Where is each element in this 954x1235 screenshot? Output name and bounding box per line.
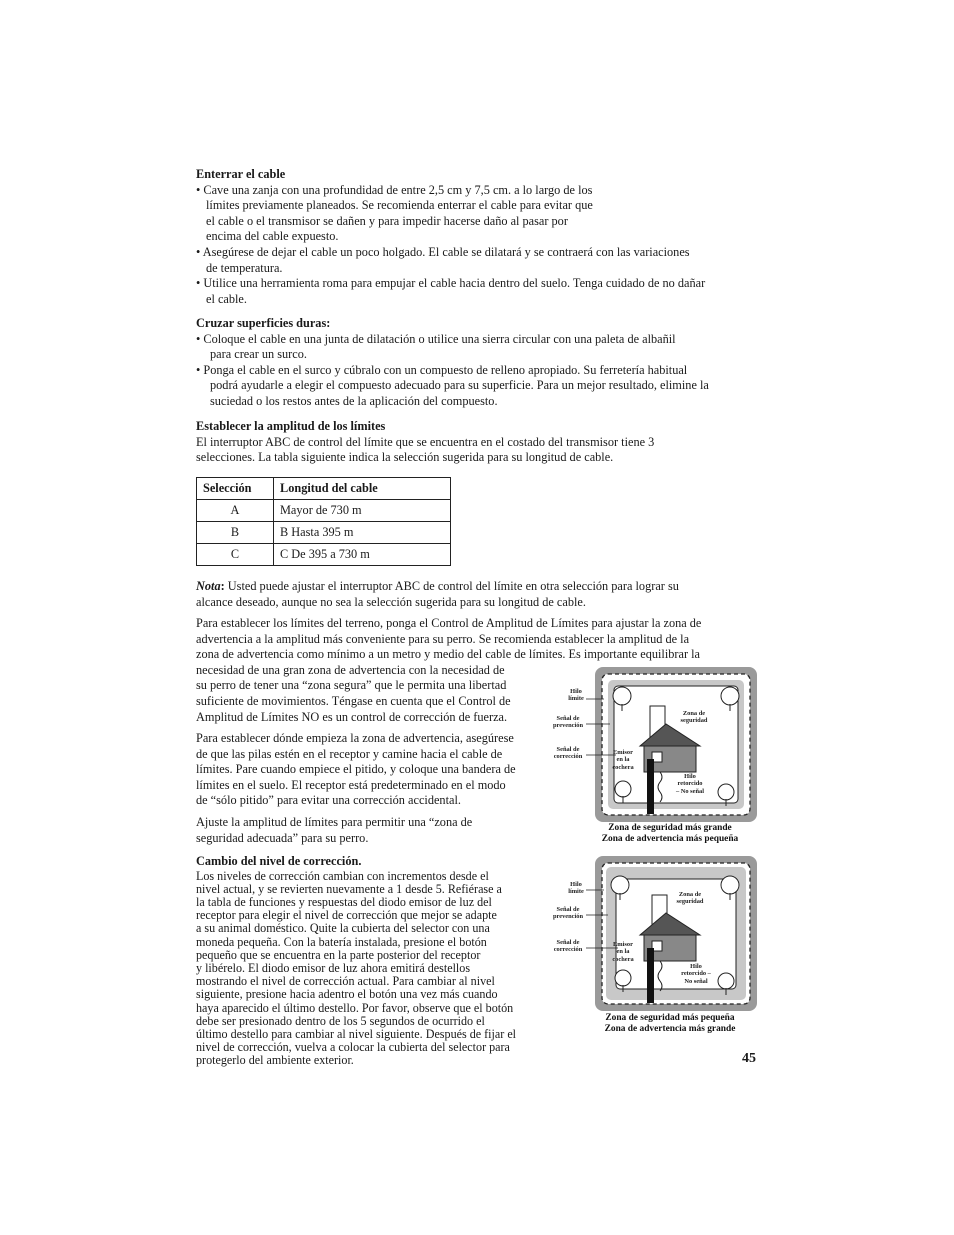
- table-row: [197, 500, 451, 522]
- correction-paragraph: Los niveles de corrección cambian con incrementos desde el nivel actual, y se revierten nuevamente a 1 desde 5. Refiérase a la tabla de funciones y respuestas del diodo emisor de luz del receptor para elegir el nivel de corrección que mejor se adapte a su animal doméstico. Quite la cubierta del selector con una moneda pequeña. Con la batería instalada, presione el botón pequeño que se encuentra en la parte posterior del receptor y libérelo. El diodo emisor de luz ahora emitirá destellos mostrando el nivel de corrección actual. Para cambiar al nivel siguiente, presione hacia adentro el botón una vez más cuando haya aparecido el último destello. Por favor, observe que el botón debe ser presionado dentro de los 5 segundos de ocurrido el último destello para cambiar al nivel siguiente. Después de fijar el nivel de corrección, vuelva a colocar la cubierta del selector para protegerlo del ambiente exterior.: [196, 868, 517, 1068]
- table-cell: B Hasta 395 m: [274, 522, 451, 544]
- label-twisted-wire: Hilo retorcido – No señal: [675, 773, 705, 795]
- section-correction-level: [196, 854, 556, 1068]
- heading-burying-cable: Enterrar el cable: [196, 167, 286, 181]
- label-transmitter: Emisor en la cochera: [612, 749, 634, 771]
- label-boundary-wire: Hilo límite: [568, 688, 584, 703]
- boundary-diagram-large-safe-zone: [540, 664, 760, 854]
- note-paragraph: Nota: Usted puede ajustar el interruptor ABC de control del límite en otra selección para lograr su alcance deseado, aunque no sea la selección sugerida para su longitud de cable.: [196, 579, 679, 609]
- label-safe-zone: Zona de seguridad: [680, 710, 708, 725]
- twisted-wire: [647, 948, 654, 1003]
- table-header-cell: Selección: [197, 478, 274, 500]
- bullet-filler: • Ponga el cable en el surco y cúbralo con un compuesto de relleno apropiado. Su ferretería habitual podrá ayudarle a elegir el compuesto adecuado para su superficie. Para un mejor resultado, elimine la suciedad o los restos antes de la aplicación del compuesto.: [196, 362, 709, 408]
- warning-zone-paragraph: Para establecer dónde empieza la zona de advertencia, asegúrese de que las pilas estén en el receptor y camine hacia el cable de límites. Pare cuando empiece el pitido, y coloque una bandera de límites en el suelo. El receptor está predeterminado en el modo de “sólo pitido” para evitar una corrección accidental.: [196, 731, 516, 808]
- diagram-caption: Zona de seguridad más pequeña Zona de advertencia más grande: [604, 1013, 736, 1034]
- heading-hard-surfaces: Cruzar superficies duras:: [196, 316, 331, 330]
- label-correction-signal: Señal de corrección: [553, 746, 583, 761]
- table-header-row: [197, 478, 451, 500]
- boundary-paragraph: Para establecer los límites del terreno, ponga el Control de Amplitud de Límites para ajustar la zona de advertencia a la amplitud más conveniente para su perro. Se recomienda establecer la amplitud de la zona de advertencia como mínimo a un metro y medio del cable de límites. Es importante equilibrar la necesidad de una gran zona de advertencia con la necesidad de su perro de tener una “zona segura” que le permita una libertad suficiente de movimientos. Téngase en cuenta que el Control de Amplitud de Límites NO es un control de corrección de fuerza.: [196, 616, 702, 724]
- label-warning-signal: Señal de prevención: [552, 715, 584, 730]
- diagram-caption: Zona de seguridad más grande Zona de advertencia más pequeña: [601, 823, 739, 844]
- page-number: 45: [742, 1051, 756, 1066]
- table-cell: C De 395 a 730 m: [274, 544, 451, 566]
- safety-zone-paragraph: Ajuste la amplitud de límites para permitir una “zona de seguridad adecuada” para su perro.: [196, 815, 473, 845]
- bullet-trench: • Cave una zanja con una profundidad de entre 2,5 cm y 7,5 cm. a lo largo de los límites previamente planeados. Se recomienda enterrar el cable para evitar que el cable o el transmisor se dañen y para impedir hacerse daño al pasar por encima del cable expuesto.: [196, 182, 593, 244]
- bullet-expansion-joint: • Coloque el cable en una junta de dilatación o utilice una sierra circular con una paleta de albañil para crear un surco.: [196, 331, 676, 362]
- label-warning-signal: Señal de prevención: [552, 906, 584, 921]
- section-burying-cable: [196, 167, 766, 307]
- twisted-wire: [647, 759, 654, 814]
- boundary-diagram-small-safe-zone: [540, 853, 760, 1043]
- bullet-slack: • Asegúrese de dejar el cable un poco holgado. El cable se dilatará y se contraerá con las variaciones de temperatura.: [196, 244, 690, 275]
- section-boundary-width: Establecer la amplitud de los límites El interruptor ABC de control del límite que se encuentra en el costado del transmisor tiene 3 selecciones. La tabla siguiente indica la selección sugerida para su longitud de cable.: [196, 419, 766, 466]
- table-cell: C: [197, 544, 274, 566]
- label-correction-signal: Señal de corrección: [553, 939, 583, 954]
- bullet-tool: • Utilice una herramienta roma para empujar el cable hacia dentro del suelo. Tenga cuidado de no dañar el cable.: [196, 276, 706, 306]
- heading-correction-level: Cambio del nivel de corrección.: [196, 854, 362, 868]
- table-cell: A: [197, 500, 274, 522]
- label-boundary-wire: Hilo límite: [568, 881, 584, 896]
- table-cell: B: [197, 522, 274, 544]
- section-hard-surfaces: [196, 316, 766, 410]
- table-row: [197, 522, 451, 544]
- heading-boundary-width: Establecer la amplitud de los límites: [196, 419, 386, 433]
- label-transmitter: Emisor en la cochera: [612, 941, 634, 963]
- table-header-cell: Longitud del cable: [274, 478, 451, 500]
- selection-table: [196, 477, 451, 566]
- note-label: Nota: [196, 579, 221, 593]
- table-cell: Mayor de 730 m: [274, 500, 451, 522]
- label-safe-zone: Zona de seguridad: [676, 891, 704, 906]
- yard-diagram-illustration: [540, 853, 760, 1013]
- table-row: [197, 544, 451, 566]
- label-twisted-wire: Hilo retorcido – No señal: [681, 963, 711, 985]
